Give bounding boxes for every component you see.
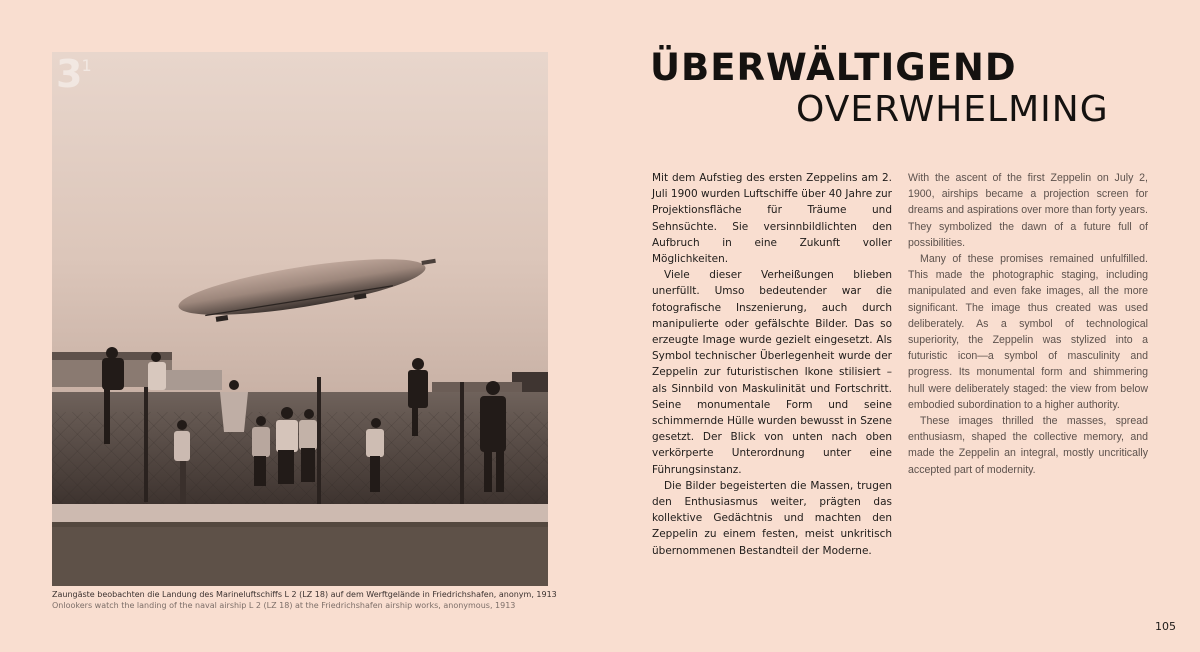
body-text-english [908,170,1148,478]
figure-number: $3^1$ [56,52,91,96]
photo-sky [52,52,548,392]
paragraph: Viele dieser Verheißungen blieben unerfüllt. Umso bedeutender war die fotografische Inszenierung, auch durch manipulierte oder gefälschte Bilder. Das so erzeugte Image wurde gezielt eingesetzt. Als Symbol technischer Überlegenheit wurde der Zeppelin zur futuristischen Ikone stilisiert – als Sinnbild von Maskulinität und Fortschritt. Seine monumentale Form und seine schimmernde Hülle wurden bewusst in Szene gesetzt. Der Blick von unten nach oben verkörperte Unterordnung unter eine Führungsinstanz. [652,269,892,476]
paragraph: These images thrilled the masses, spread enthusiasm, shaped the collective memory, and made the Zeppelin an integral, mostly uncritically accepted part of modernity. [908,415,1148,476]
title-german: ÜBERWÄLTIGEND [650,46,1017,89]
title-english: OVERWHELMING [796,89,1109,130]
photo-caption [52,589,572,611]
body-text-german [652,170,892,559]
caption-german: Zaungäste beobachten die Landung des Marineluftschiffs L 2 (LZ 18) auf dem Werftgelände in Friedrichshafen, anonym, 1913 [52,590,557,599]
paragraph: With the ascent of the first Zeppelin on July 2, 1900, airships became a projection screen for dreams and aspirations over more than forty years. They symbolized the dawn of a future full of possibilities. [908,172,1148,249]
page-number: 105 [1155,620,1176,633]
caption-english: Onlookers watch the landing of the naval airship L 2 (LZ 18) at the Friedrichshafen airship works, anonymous, 1913 [52,601,516,610]
paragraph: Many of these promises remained unfulfilled. This made the photographic staging, including manipulated and even fake images, all the more significant. The image thus created was used deliberately. As a symbol of technological superiority, the Zeppelin was stylized into a futuristic icon—a symbol of masculinity and progress. Its monumental form and shimmering hull were deliberately staged: the view from below embodied subordination to a higher authority. [908,253,1148,411]
zeppelin-photo [52,52,548,586]
paragraph: Mit dem Aufstieg des ersten Zeppelins am 2. Juli 1900 wurden Luftschiffe über 40 Jahre zur Projektionsfläche für Träume und Sehnsüchte. Sie versinnbildlichten den Aufbruch in eine Zukunft voller Möglichkeiten. [652,172,892,266]
paragraph: Die Bilder begeisterten die Massen, trugen den Enthusiasmus weiter, prägten das kollektive Gedächtnis und machten den Zeppelin zu einem festen, meist unkritisch übernommenen Bestandteil der Moderne. [652,479,892,557]
